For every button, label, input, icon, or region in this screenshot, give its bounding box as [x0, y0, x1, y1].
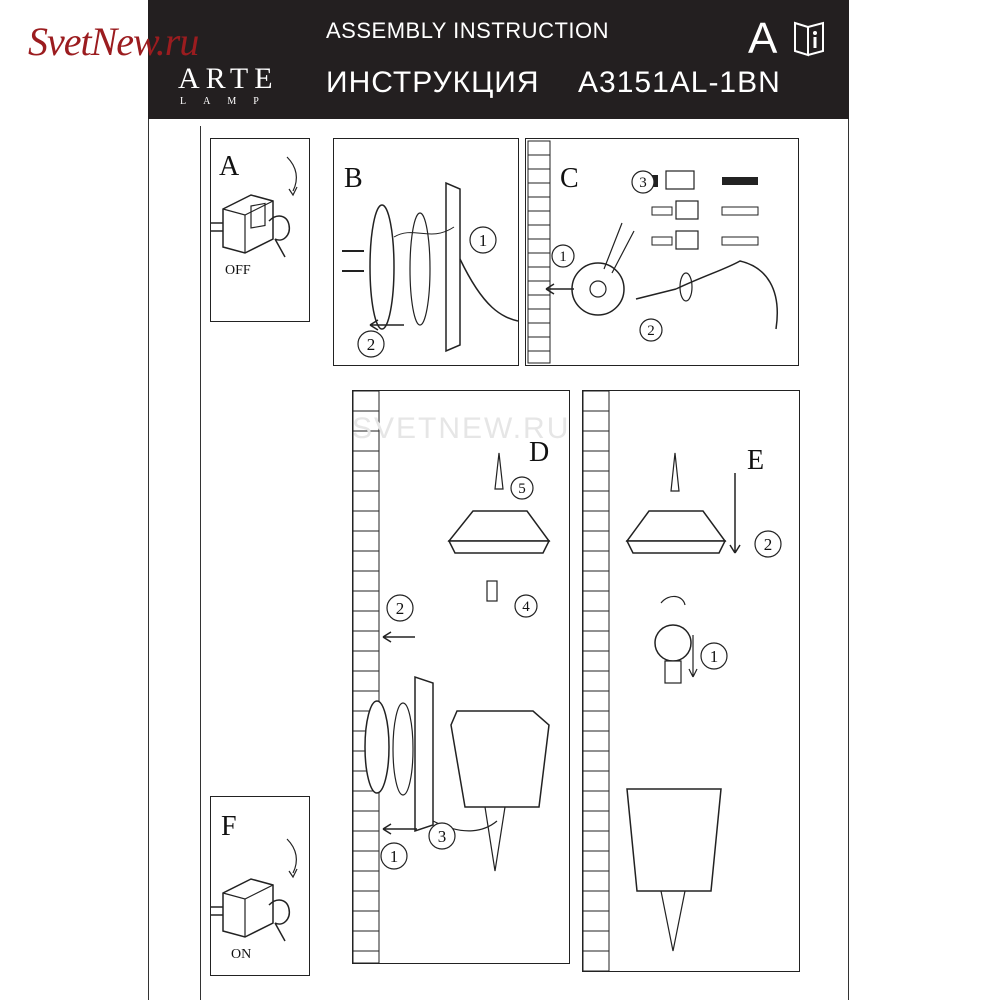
title-english: ASSEMBLY INSTRUCTION — [326, 18, 610, 43]
panel-c-letter: C — [560, 163, 579, 194]
svg-text:2: 2 — [647, 323, 655, 339]
switch-off-label: OFF — [225, 263, 251, 278]
svg-text:2: 2 — [395, 599, 405, 618]
step-marker-d5 — [509, 475, 535, 501]
svg-text:1: 1 — [559, 249, 567, 265]
step-marker-b2 — [356, 329, 386, 359]
panel-f-letter: F — [221, 811, 237, 842]
panel-c — [525, 138, 799, 366]
svg-text:5: 5 — [518, 481, 526, 497]
panel-e — [582, 390, 800, 972]
svg-text:2: 2 — [366, 335, 376, 354]
svg-text:3: 3 — [437, 827, 447, 846]
svg-text:1: 1 — [478, 231, 488, 250]
svg-text:1: 1 — [389, 847, 399, 866]
panel-d-letter: D — [529, 437, 550, 468]
svg-text:2: 2 — [763, 535, 773, 554]
overlay-watermark: SVETNEW.RU — [352, 412, 571, 445]
step-marker-d4 — [513, 593, 539, 619]
arte-logo: ARTE — [178, 62, 279, 95]
svg-text:3: 3 — [639, 175, 647, 191]
title-russian: ИНСТРУКЦИЯ — [326, 66, 540, 99]
panel-d — [352, 390, 570, 964]
model-number: A3151AL-1BN — [578, 66, 781, 99]
step-marker-d2 — [385, 593, 415, 623]
step-marker-d1 — [379, 841, 409, 871]
panel-e-letter: E — [747, 445, 765, 476]
arte-logo-sub: LAMP — [180, 96, 276, 107]
step-marker-c3 — [630, 169, 656, 195]
step-marker-c1 — [550, 243, 576, 269]
switch-on-label: ON — [231, 947, 252, 962]
book-info-icon — [792, 18, 826, 58]
wall-switch-on-icon — [211, 797, 309, 975]
lamp-mount-drawing — [353, 391, 569, 963]
brand-watermark: SvetNew.ru — [28, 19, 199, 64]
panel-a-letter: A — [219, 151, 240, 182]
page-letter: A — [748, 14, 778, 63]
step-marker-c2 — [638, 317, 664, 343]
step-marker-d3 — [427, 821, 457, 851]
bulb-cap-drawing — [583, 391, 799, 971]
step-marker-e1 — [699, 641, 729, 671]
panel-a — [210, 138, 310, 322]
panel-b-letter: B — [344, 163, 363, 194]
wall-switch-off-icon — [211, 139, 309, 321]
panel-f — [210, 796, 310, 976]
step-marker-e2 — [753, 529, 783, 559]
step-marker-b1 — [468, 225, 498, 255]
svg-text:1: 1 — [709, 647, 719, 666]
panel-b — [333, 138, 519, 366]
svg-text:4: 4 — [522, 599, 530, 615]
